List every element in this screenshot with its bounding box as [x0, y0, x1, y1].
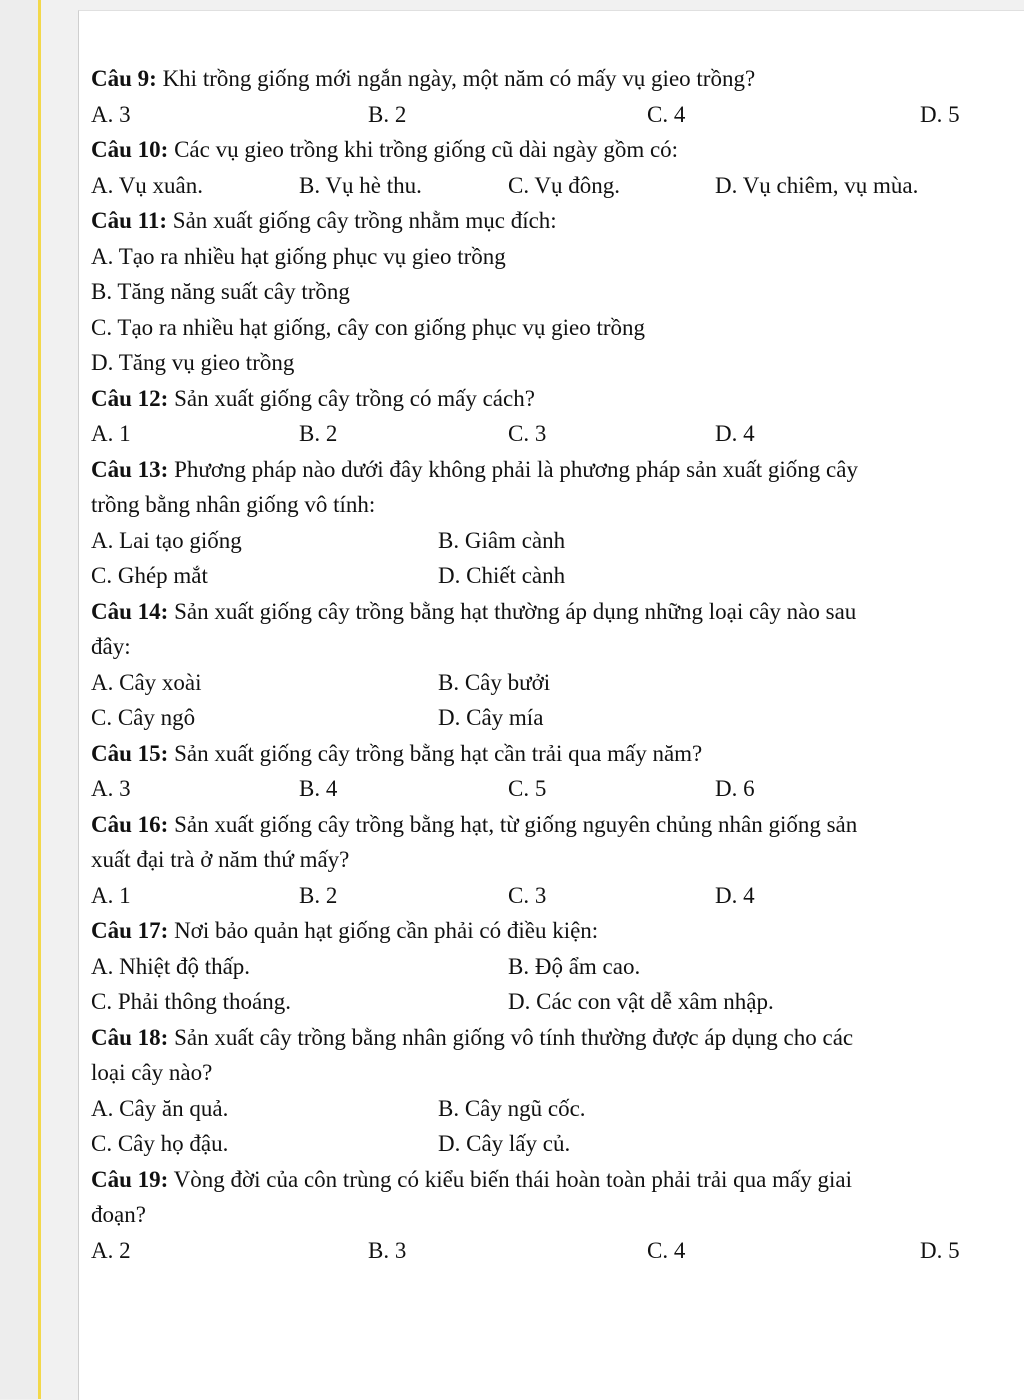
option-b: B. 2	[299, 882, 338, 908]
option-c: C. Cây họ đậu.	[91, 1131, 229, 1156]
option-d: D. Tăng vụ gieo trồng	[91, 350, 295, 375]
question-label: Câu 16:	[91, 811, 169, 837]
question-label: Câu 11:	[91, 208, 168, 233]
options-row	[91, 771, 996, 807]
option-a: A. 2	[91, 1237, 131, 1263]
option-d: D. Cây mía	[438, 705, 544, 730]
question-text: Khi trồng giống mới ngắn ngày, một năm có mấy vụ gieo trồng?	[156, 66, 756, 91]
question-label: Câu 18:	[91, 1024, 169, 1050]
question-label: Câu 19:	[91, 1166, 169, 1192]
option-b: B. 4	[299, 776, 338, 801]
option-b: B. 2	[368, 101, 407, 127]
option-a: A. Vụ xuân.	[91, 172, 204, 198]
question-11	[91, 203, 996, 239]
option-d: D. 6	[715, 776, 755, 801]
option-d: D. Các con vật dễ xâm nhập.	[508, 989, 774, 1014]
question-text: Sản xuất giống cây trồng bằng hạt cần trải qua mấy năm?	[168, 740, 703, 766]
question-list	[91, 61, 996, 1268]
question-text-continued: đoạn?	[91, 1202, 146, 1227]
options-row	[91, 1091, 996, 1127]
option-c: C. 5	[508, 776, 547, 801]
option-b: B. 2	[299, 421, 338, 446]
yellow-margin-line	[38, 0, 41, 1399]
option-b: B. 3	[368, 1237, 407, 1263]
question-text: Phương pháp nào dưới đây không phải là phương pháp sản xuất giống cây	[168, 456, 858, 482]
question-text-continued: trồng bằng nhân giống vô tính:	[91, 492, 376, 517]
question-label: Câu 9:	[91, 66, 157, 91]
question-label: Câu 10:	[91, 137, 169, 162]
option-b: B. Cây ngũ cốc.	[438, 1095, 586, 1121]
option-a: A. Cây xoài	[91, 669, 202, 695]
option-d: D. 4	[715, 882, 755, 908]
option-b: B. Giâm cành	[438, 527, 566, 553]
options-row	[91, 168, 996, 204]
options-row	[91, 523, 996, 559]
option-d: D. Chiết cành	[438, 563, 566, 588]
option-c: C. Vụ đông.	[508, 172, 621, 198]
option-c: C. 4	[647, 101, 686, 127]
options-row	[91, 1126, 996, 1162]
options-row	[91, 558, 996, 594]
option-c: C. 3	[508, 421, 547, 446]
option-c: C. Ghép mắt	[91, 563, 208, 588]
options-row	[91, 97, 996, 133]
option-c: C. Tạo ra nhiều hạt giống, cây con giống phục vụ gieo trồng	[91, 314, 646, 340]
question-label: Câu 15:	[91, 740, 169, 766]
question-16	[91, 807, 996, 843]
option-a: A. Nhiệt độ thấp.	[91, 953, 251, 979]
option-c: C. 3	[508, 882, 547, 908]
option-c: C. Phải thông thoáng.	[91, 989, 291, 1014]
option-d: D. 4	[715, 421, 755, 446]
options-row	[91, 700, 996, 736]
question-label: Câu 17:	[91, 918, 169, 943]
options-row	[91, 984, 996, 1020]
document-page	[78, 10, 1024, 1400]
option-a: A. Cây ăn quả.	[91, 1095, 229, 1121]
question-label: Câu 12:	[91, 385, 169, 411]
option-c: C. 4	[647, 1237, 686, 1263]
option-a: A. Lai tạo giống	[91, 527, 242, 553]
options-row	[91, 665, 996, 701]
option-a: A. 3	[91, 776, 131, 801]
option-d: D. Vụ chiêm, vụ mùa.	[715, 172, 919, 198]
question-text-continued: đây:	[91, 634, 131, 659]
options-row	[91, 949, 996, 985]
window-left-margin	[0, 0, 40, 1399]
question-13	[91, 452, 996, 488]
question-text-continued: loại cây nào?	[91, 1060, 213, 1085]
question-14	[91, 594, 996, 630]
option-a: A. 1	[91, 882, 131, 908]
option-a: A. 3	[91, 101, 131, 127]
question-12	[91, 381, 996, 417]
question-19	[91, 1162, 996, 1198]
option-a: A. 1	[91, 421, 131, 446]
question-label: Câu 13:	[91, 456, 169, 482]
question-17	[91, 913, 996, 949]
question-15	[91, 736, 996, 772]
question-label: Câu 14:	[91, 598, 169, 624]
question-text: Sản xuất giống cây trồng bằng hạt, từ giống nguyên chủng nhân giống sản	[168, 811, 858, 837]
question-text: Sản xuất giống cây trồng có mấy cách?	[168, 385, 535, 411]
question-18	[91, 1020, 996, 1056]
option-d: D. Cây lấy củ.	[438, 1131, 571, 1156]
option-b: B. Tăng năng suất cây trồng	[91, 279, 350, 304]
option-d: D. 5	[920, 1237, 960, 1263]
question-10	[91, 132, 996, 168]
option-b: B. Cây bưởi	[438, 669, 551, 695]
question-text: Nơi bảo quản hạt giống cần phải có điều kiện:	[168, 918, 599, 943]
question-text: Các vụ gieo trồng khi trồng giống cũ dài ngày gồm có:	[168, 137, 679, 162]
options-row	[91, 416, 996, 452]
options-row	[91, 878, 996, 914]
question-text: Sản xuất giống cây trồng nhằm mục đích:	[167, 208, 557, 233]
option-c: C. Cây ngô	[91, 705, 196, 730]
options-row	[91, 1233, 996, 1269]
option-b: B. Vụ hè thu.	[299, 172, 422, 198]
question-9	[91, 61, 996, 97]
option-d: D. 5	[920, 101, 960, 127]
question-text: Sản xuất cây trồng bằng nhân giống vô tính thường được áp dụng cho các	[168, 1024, 854, 1050]
question-text-continued: xuất đại trà ở năm thứ mấy?	[91, 847, 350, 872]
question-text: Vòng đời của côn trùng có kiểu biến thái hoàn toàn phải trải qua mấy giai	[168, 1166, 852, 1192]
question-text: Sản xuất giống cây trồng bằng hạt thường áp dụng những loại cây nào sau	[168, 598, 857, 624]
option-a: A. Tạo ra nhiều hạt giống phục vụ gieo trồng	[91, 243, 506, 269]
option-b: B. Độ ẩm cao.	[508, 953, 641, 979]
